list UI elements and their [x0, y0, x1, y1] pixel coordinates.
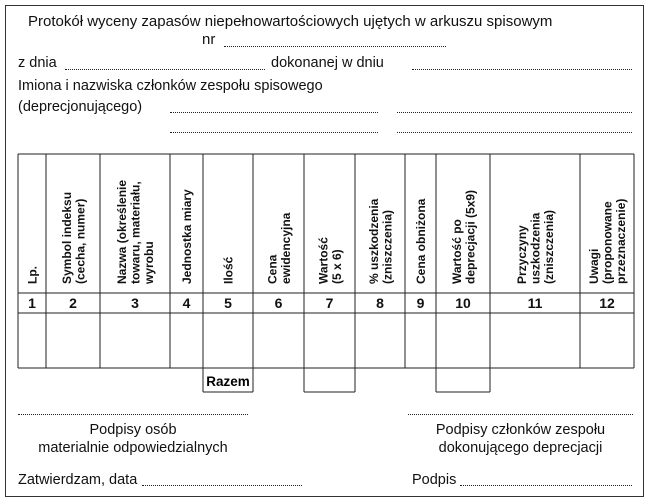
column-header-line: Jednostka miary — [180, 189, 194, 284]
column-header-4 — [180, 189, 194, 284]
column-number-3: 3 — [131, 295, 139, 311]
column-number-6: 6 — [274, 295, 283, 311]
signature-label: Podpis — [412, 472, 457, 488]
column-header-line: (cecha, numer) — [73, 198, 88, 284]
column-header-9 — [414, 198, 428, 284]
column-number-8: 8 — [376, 295, 384, 311]
column-header-line: uszkodzenia — [528, 212, 543, 284]
right-signature-title: Podpisy członków zespołu — [435, 422, 606, 438]
column-header-8 — [367, 198, 395, 284]
column-header-line: (proponowane — [600, 201, 615, 284]
column-header-line: Wartość — [316, 237, 331, 284]
form-title: Protokół wyceny zapasów niepełnowartościowych ujętych w arkuszu spisowym — [28, 13, 553, 30]
column-header-12 — [587, 199, 628, 284]
total-label: Razem — [206, 374, 250, 389]
column-header-line: Symbol indeksu — [59, 191, 74, 284]
approve-date-label: Zatwierdzam, data — [18, 472, 138, 488]
signature-field[interactable] — [460, 485, 632, 486]
column-header-line: Nazwa (określenie — [115, 179, 129, 284]
column-header-line: Cena obniżona — [414, 198, 428, 284]
column-header-1 — [26, 266, 40, 284]
left-signature-title: Podpisy osób — [89, 422, 177, 438]
column-header-line: wyrobu — [142, 241, 156, 284]
form-number-label: nr — [202, 31, 216, 48]
column-header-line: % uszkodzenia — [366, 198, 381, 284]
column-number-5: 5 — [224, 295, 232, 311]
left-signature-field[interactable] — [18, 414, 248, 415]
column-number-2: 2 — [69, 295, 77, 311]
right-signature-field[interactable] — [408, 414, 633, 415]
column-header-line: Lp. — [25, 266, 40, 284]
depreciation-label: (deprecjonującego) — [18, 99, 143, 115]
column-header-line: (zniszczenia) — [542, 209, 556, 284]
column-number-12: 12 — [599, 295, 615, 311]
column-header-3 — [115, 180, 156, 285]
column-header-10 — [450, 190, 478, 284]
column-number-9: 9 — [416, 295, 425, 311]
column-number-4: 4 — [182, 295, 191, 311]
column-header-7 — [316, 237, 344, 284]
approve-date-field[interactable] — [142, 485, 302, 486]
column-number-7: 7 — [325, 295, 334, 311]
column-header-line: deprecjacji (5x9) — [463, 189, 478, 284]
column-number-10: 10 — [455, 295, 471, 311]
left-signature-subtitle: materialnie odpowiedzialnych — [38, 440, 228, 456]
date-label: z dnia — [18, 55, 57, 71]
column-header-line: Uwagi — [587, 248, 601, 284]
column-header-11 — [515, 210, 556, 284]
column-header-line: Cena — [265, 254, 280, 284]
column-header-line: Wartość po — [449, 219, 464, 284]
column-header-line: ewidencyjna — [278, 212, 293, 284]
done-date-label: dokonanej w dniu — [271, 55, 384, 71]
column-header-line: przeznaczenie) — [614, 198, 628, 284]
column-number-1: 1 — [28, 295, 36, 311]
column-header-line: Ilość — [221, 256, 236, 284]
column-header-line: (5 x 6) — [329, 249, 344, 284]
column-header-6 — [265, 212, 293, 284]
column-number-11: 11 — [527, 295, 543, 311]
column-header-5 — [222, 256, 236, 284]
team-members-label: Imiona i nazwiska członków zespołu spisowego — [18, 78, 323, 94]
right-signature-subtitle: dokonującego deprecjacji — [438, 440, 603, 456]
column-header-line: Przyczyny — [515, 225, 529, 284]
column-header-2 — [60, 192, 88, 284]
column-header-line: (zniszczenia) — [380, 209, 395, 284]
column-header-line: towaru, materiału, — [128, 181, 143, 284]
